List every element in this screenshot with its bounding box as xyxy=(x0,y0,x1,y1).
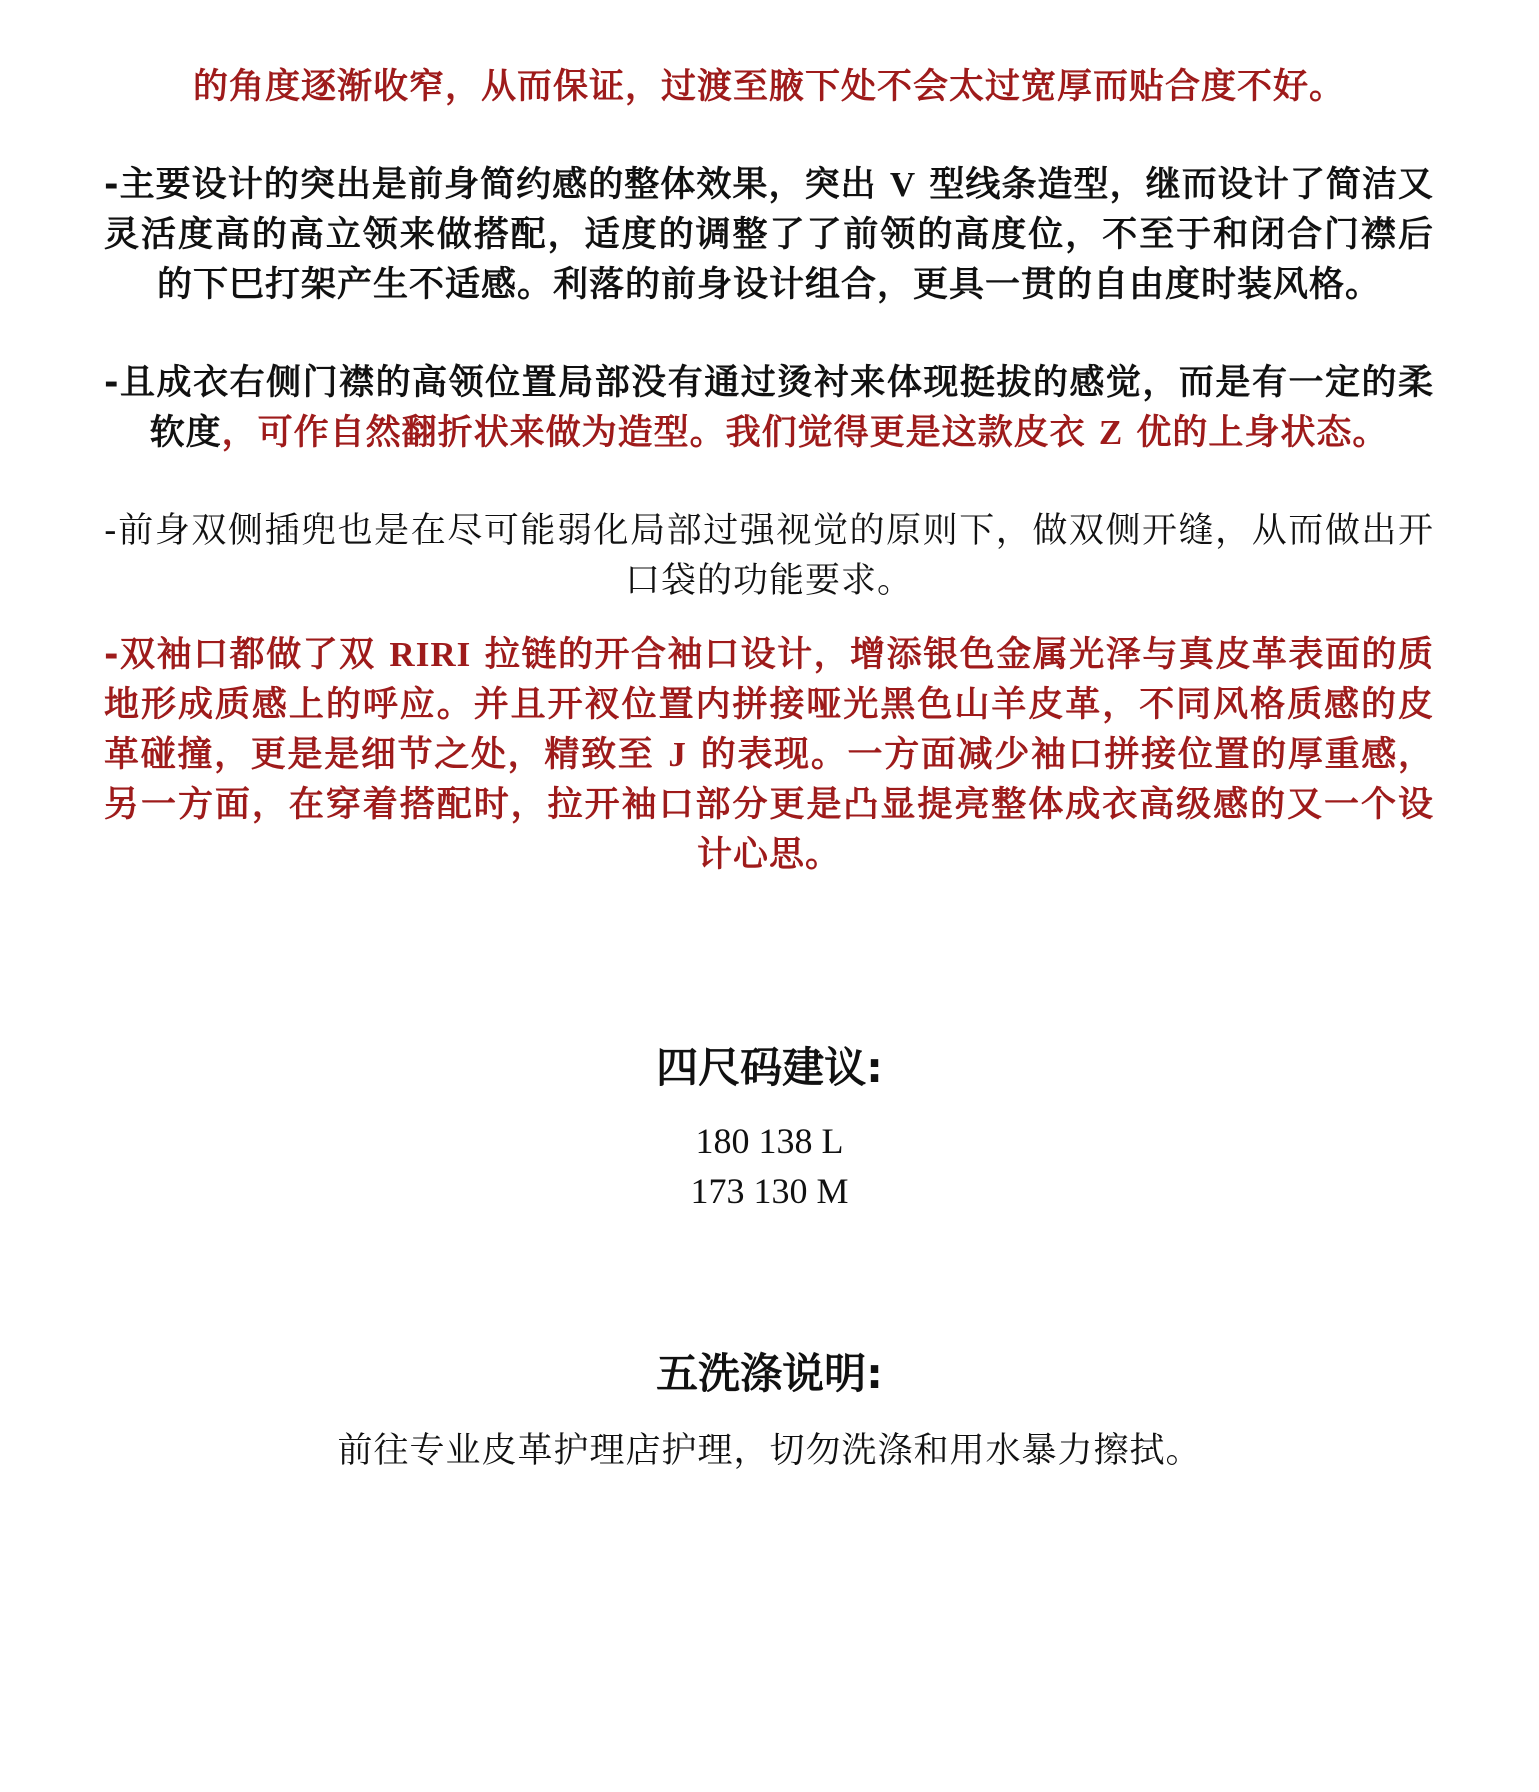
pocket-paragraph xyxy=(104,506,1434,606)
size-heading: 四尺码建议: xyxy=(656,1043,883,1092)
cuff-text-b: RIRI xyxy=(389,635,472,674)
front-design-text-b: V xyxy=(889,165,917,204)
pocket-text: -前身双侧插兜也是在尽可能弱化局部过强视觉的原则下，做双侧开缝，从而做出开口袋的功能要求。 xyxy=(104,511,1434,601)
front-design-text-a: -主要设计的突出是前身简约感的整体效果，突出 xyxy=(104,165,890,205)
cuff-text-d: J xyxy=(668,735,687,774)
wash-instructions: 前往专业皮革护理店护理，切勿洗涤和用水暴力擦拭。 xyxy=(337,1431,1202,1471)
cuff-paragraph xyxy=(104,630,1434,880)
collar-text-red-a: ，可作自然翻折状来做为造型。我们觉得更是这款皮衣 xyxy=(221,413,1099,453)
front-design-paragraph xyxy=(104,160,1434,310)
collar-text-black: -且成衣右侧门襟的高领位置局部没有通过烫衬来体现挺拔的感觉，而是有一定的柔软度 xyxy=(104,363,1434,453)
size-row: 180 138 L xyxy=(695,1121,844,1161)
wash-heading: 五洗涤说明: xyxy=(656,1349,883,1398)
intro-paragraph xyxy=(104,62,1434,112)
cuff-text-a: -双袖口都做了双 xyxy=(104,635,390,675)
size-row: 173 130 M xyxy=(690,1171,849,1211)
collar-paragraph xyxy=(104,358,1434,458)
collar-text-red-b: Z xyxy=(1098,413,1124,452)
cuff-text-c: 拉链的开合袖口设计，增添银色金属光泽与真皮革表面的质地形成质感上的呼应。并且开衩位置内拼接哑光黑色山羊皮革，不同风格质感的皮革碰撞，更是是细节之处，精致至 xyxy=(104,635,1434,775)
intro-text: 的角度逐渐收窄，从而保证，过渡至腋下处不会太过宽厚而贴合度不好。 xyxy=(192,67,1345,107)
front-design-text-c: 型线条造型，继而设计了简洁又灵活度高的高立领来做搭配，适度的调整了了前领的高度位，不至于和闭合门襟后的下巴打架产生不适感。利落的前身设计组合，更具一贯的自由度时装风格。 xyxy=(104,165,1434,305)
collar-text-red-c: 优的上身状态。 xyxy=(1123,413,1389,453)
cuff-text-e: 的表现。一方面减少袖口拼接位置的厚重感，另一方面，在穿着搭配时，拉开袖口部分更是凸显提亮整体成衣高级感的又一个设计心思。 xyxy=(104,735,1435,875)
